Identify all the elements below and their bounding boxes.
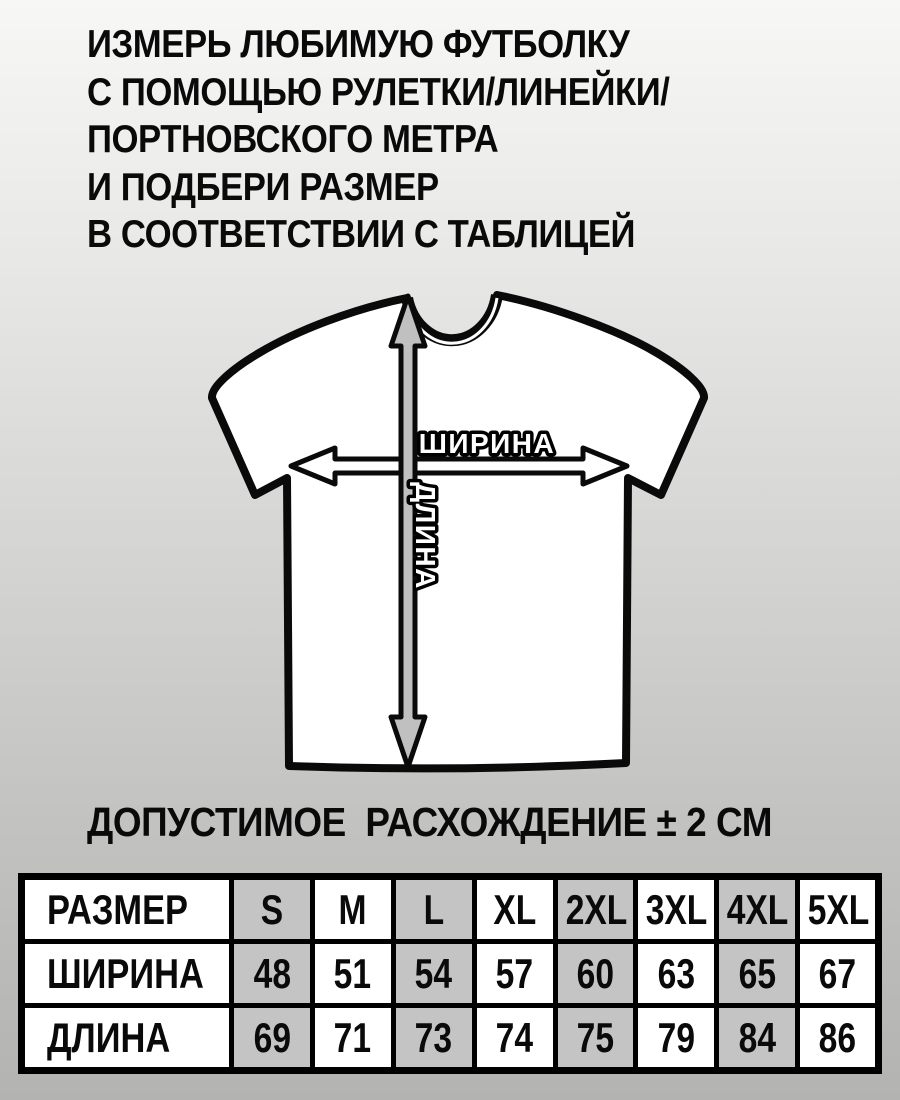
length-value-cell: 71	[312, 1006, 393, 1071]
size-col-header-l: L	[393, 877, 474, 942]
length-value-cell: 69	[232, 1006, 313, 1071]
width-value-cell: 48	[232, 942, 313, 1006]
instruction-line-2: С ПОМОЩЬЮ РУЛЕТКИ/ЛИНЕЙКИ/	[87, 70, 670, 114]
width-value-cell: 51	[312, 942, 393, 1006]
instruction-line-1: ИЗМЕРЬ ЛЮБИМУЮ ФУТБОЛКУ	[87, 23, 630, 66]
length-value-cell: 73	[393, 1006, 474, 1071]
width-value-cell: 57	[474, 942, 555, 1006]
tshirt-outline	[212, 295, 704, 768]
size-col-header-m: M	[312, 877, 393, 942]
length-value-cell: 86	[798, 1006, 879, 1071]
size-col-header-3xl: 3XL	[636, 877, 717, 942]
tshirt-diagram	[180, 282, 728, 792]
size-col-header-2xl: 2XL	[555, 877, 636, 942]
size-col-header-4xl: 4XL	[717, 877, 798, 942]
size-col-header-5xl: 5XL	[798, 877, 879, 942]
instruction-line-3: ПОРТНОВСКОГО МЕТРА	[87, 118, 499, 162]
width-row-label: ШИРИНА	[22, 942, 232, 1006]
width-row	[22, 942, 879, 1006]
width-value-cell: 63	[636, 942, 717, 1006]
length-value-cell: 79	[636, 1006, 717, 1071]
width-value-cell: 65	[717, 942, 798, 1006]
length-arrow-label: ДЛИНА	[410, 482, 441, 590]
size-col-header-s: S	[232, 877, 313, 942]
size-table	[18, 873, 882, 1074]
width-value-cell: 60	[555, 942, 636, 1006]
length-value-cell: 84	[717, 1006, 798, 1071]
instruction-line-4: И ПОДБЕРИ РАЗМЕР	[87, 165, 439, 209]
width-value-cell: 54	[393, 942, 474, 1006]
size-col-header-xl: XL	[474, 877, 555, 942]
corner-header-cell: РАЗМЕР	[22, 877, 232, 942]
tolerance-note: ДОПУСТИМОЕ РАСХОЖДЕНИЕ ± 2 СМ	[87, 799, 772, 845]
width-value-cell: 67	[798, 942, 879, 1006]
width-arrow-label: ШИРИНА	[418, 428, 556, 459]
table-header-row	[22, 877, 879, 942]
length-value-cell: 74	[474, 1006, 555, 1071]
length-row	[22, 1006, 879, 1071]
instruction-line-5: В СООТВЕТСТВИИ С ТАБЛИЦЕЙ	[87, 213, 636, 257]
length-row-label: ДЛИНА	[22, 1006, 232, 1071]
instructions-text	[87, 21, 741, 259]
length-value-cell: 75	[555, 1006, 636, 1071]
